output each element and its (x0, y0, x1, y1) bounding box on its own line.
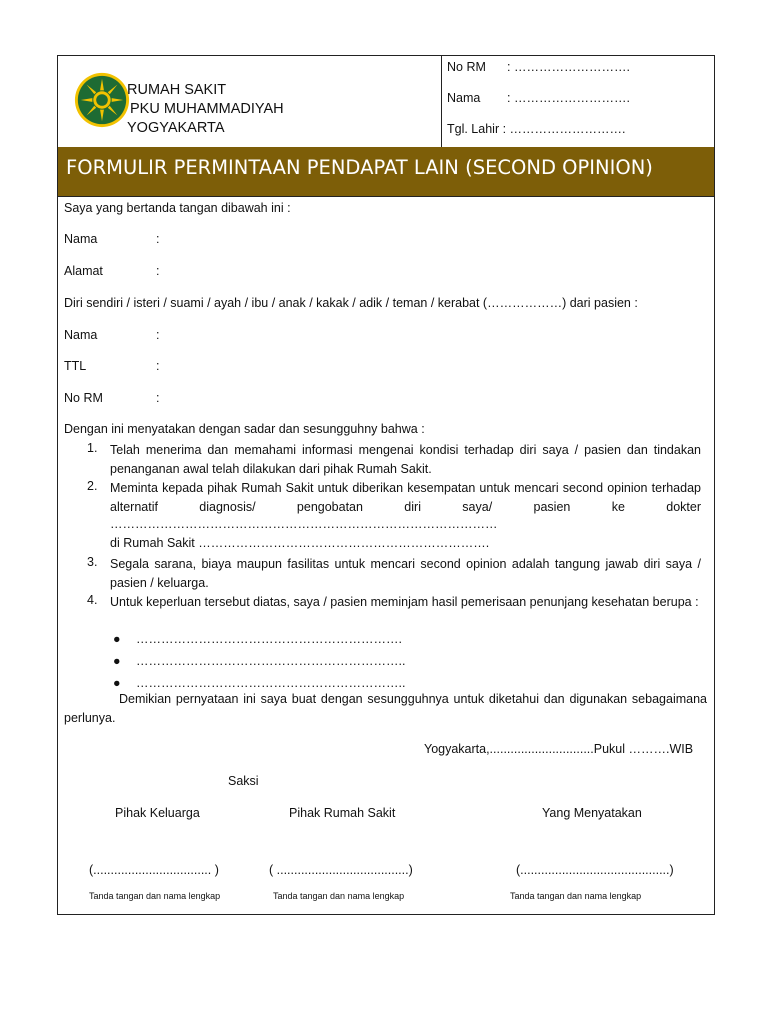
item-number: 4. (87, 593, 98, 607)
field-label: Nama (64, 328, 98, 342)
field-colon: : (156, 264, 160, 278)
org-line-3: YOGYAKARTA (127, 120, 225, 136)
item-number: 2. (87, 479, 98, 493)
signature-caption-declarant: Tanda tangan dan nama lengkap (510, 891, 642, 901)
signature-role-family: Pihak Keluarga (115, 806, 200, 820)
signature-caption-hospital: Tanda tangan dan nama lengkap (273, 891, 405, 901)
id-field-label: Nama (447, 91, 481, 105)
witness-label: Saksi (228, 774, 259, 788)
title-bar (58, 147, 714, 197)
form-title: FORMULIR PERMINTAAN PENDAPAT LAIN (SECOND OPINION) (66, 156, 653, 179)
second-opinion-form (57, 55, 715, 915)
field-label: Nama (64, 232, 98, 246)
patient-norm-field[interactable] (64, 391, 159, 405)
signer-name-field[interactable] (64, 232, 159, 246)
form-header (58, 56, 714, 148)
id-field-value[interactable]: : ………………………. (507, 91, 630, 105)
item-text: Telah menerima dan memahami informasi mengenai kondisi terhadap diri saya / pasien dan tindakan penanganan awal telah dilakukan dari pihak Rumah Sakit. (110, 443, 701, 476)
id-field-label: No RM (447, 60, 486, 74)
item-text: Meminta kepada pihak Rumah Sakit untuk diberikan kesempatan untuk mencari second opinion terhadap alternatif diagnosis/ pengobatan diri saya/ pasien ke dokter (110, 481, 701, 514)
field-label: No RM (64, 391, 103, 405)
id-field-value[interactable]: : ………………………. (502, 122, 626, 136)
doctor-dots-line[interactable]: ………………………………………………………………………………… (110, 517, 498, 531)
list-item (64, 479, 701, 555)
signer-address-field[interactable] (64, 264, 159, 278)
hospital-identity (58, 56, 442, 147)
field-label: TTL (64, 359, 87, 373)
intro-text: Saya yang bertanda tangan dibawah ini : (64, 201, 291, 215)
signature-caption-family: Tanda tangan dan nama lengkap (89, 891, 221, 901)
signature-line-hospital[interactable]: ( ......................................) (269, 863, 413, 877)
list-item (64, 555, 701, 593)
id-field-no-rm (447, 60, 630, 74)
list-item (113, 632, 402, 646)
bullet-dots[interactable]: ………………………………………………………. (136, 632, 402, 646)
hospital-dots-line[interactable]: di Rumah Sakit ……………………………………………………………. (110, 536, 490, 550)
field-colon: : (156, 391, 160, 405)
list-item (64, 441, 701, 479)
id-field-nama (447, 91, 630, 105)
closing-statement: Demikian pernyataan ini saya buat dengan sesungguhnya untuk diketahui dan digunakan sebagaimana perlunya. (64, 692, 707, 725)
item-text: Untuk keperluan tersebut diatas, saya / pasien meminjam hasil pemerisaan penunjang kesehatan berupa : (110, 595, 699, 609)
id-field-tgl-lahir (447, 122, 626, 136)
patient-name-field[interactable] (64, 328, 159, 342)
item-text: Segala sarana, biaya maupun fasilitas untuk mencari second opinion adalah tangung jawab diri saya / pasien / keluarga. (110, 557, 701, 590)
signature-role-declarant: Yang Menyatakan (542, 806, 642, 820)
signature-line-family[interactable]: (.................................. ) (89, 863, 219, 877)
bullet-icon: ● (113, 676, 121, 690)
signature-line-declarant[interactable]: (...........................................) (516, 863, 674, 877)
list-item (113, 676, 406, 690)
hospital-logo-icon (73, 71, 131, 129)
bullet-dots[interactable]: ……………………………………………………….. (136, 676, 406, 690)
field-colon: : (156, 328, 160, 342)
signature-role-hospital: Pihak Rumah Sakit (289, 806, 396, 820)
item-number: 1. (87, 441, 98, 455)
list-item (64, 593, 701, 631)
org-line-2: PKU MUHAMMADIYAH (130, 101, 284, 117)
patient-id-box (447, 56, 714, 147)
hospital-name (127, 81, 284, 138)
bullet-icon: ● (113, 654, 121, 668)
relation-line: Diri sendiri / isteri / suami / ayah / ibu / anak / kakak / adik / teman / kerabat (………………) dari pasien : (64, 296, 638, 310)
id-field-value[interactable]: : ………………………. (507, 60, 630, 74)
field-colon: : (156, 232, 160, 246)
place-time-line[interactable]: Yogyakarta,..............................Pukul ……….WIB (424, 742, 694, 756)
patient-ttl-field[interactable] (64, 359, 159, 373)
item-number: 3. (87, 555, 98, 569)
field-colon: : (156, 359, 160, 373)
bullet-icon: ● (113, 632, 121, 646)
statement-intro: Dengan ini menyatakan dengan sadar dan sesungguhny bahwa : (64, 422, 425, 436)
list-item (113, 654, 406, 668)
id-field-label: Tgl. Lahir (447, 122, 500, 136)
field-label: Alamat (64, 264, 103, 278)
bullet-dots[interactable]: ……………………………………………………….. (136, 654, 406, 668)
org-line-1: RUMAH SAKIT (127, 82, 227, 98)
